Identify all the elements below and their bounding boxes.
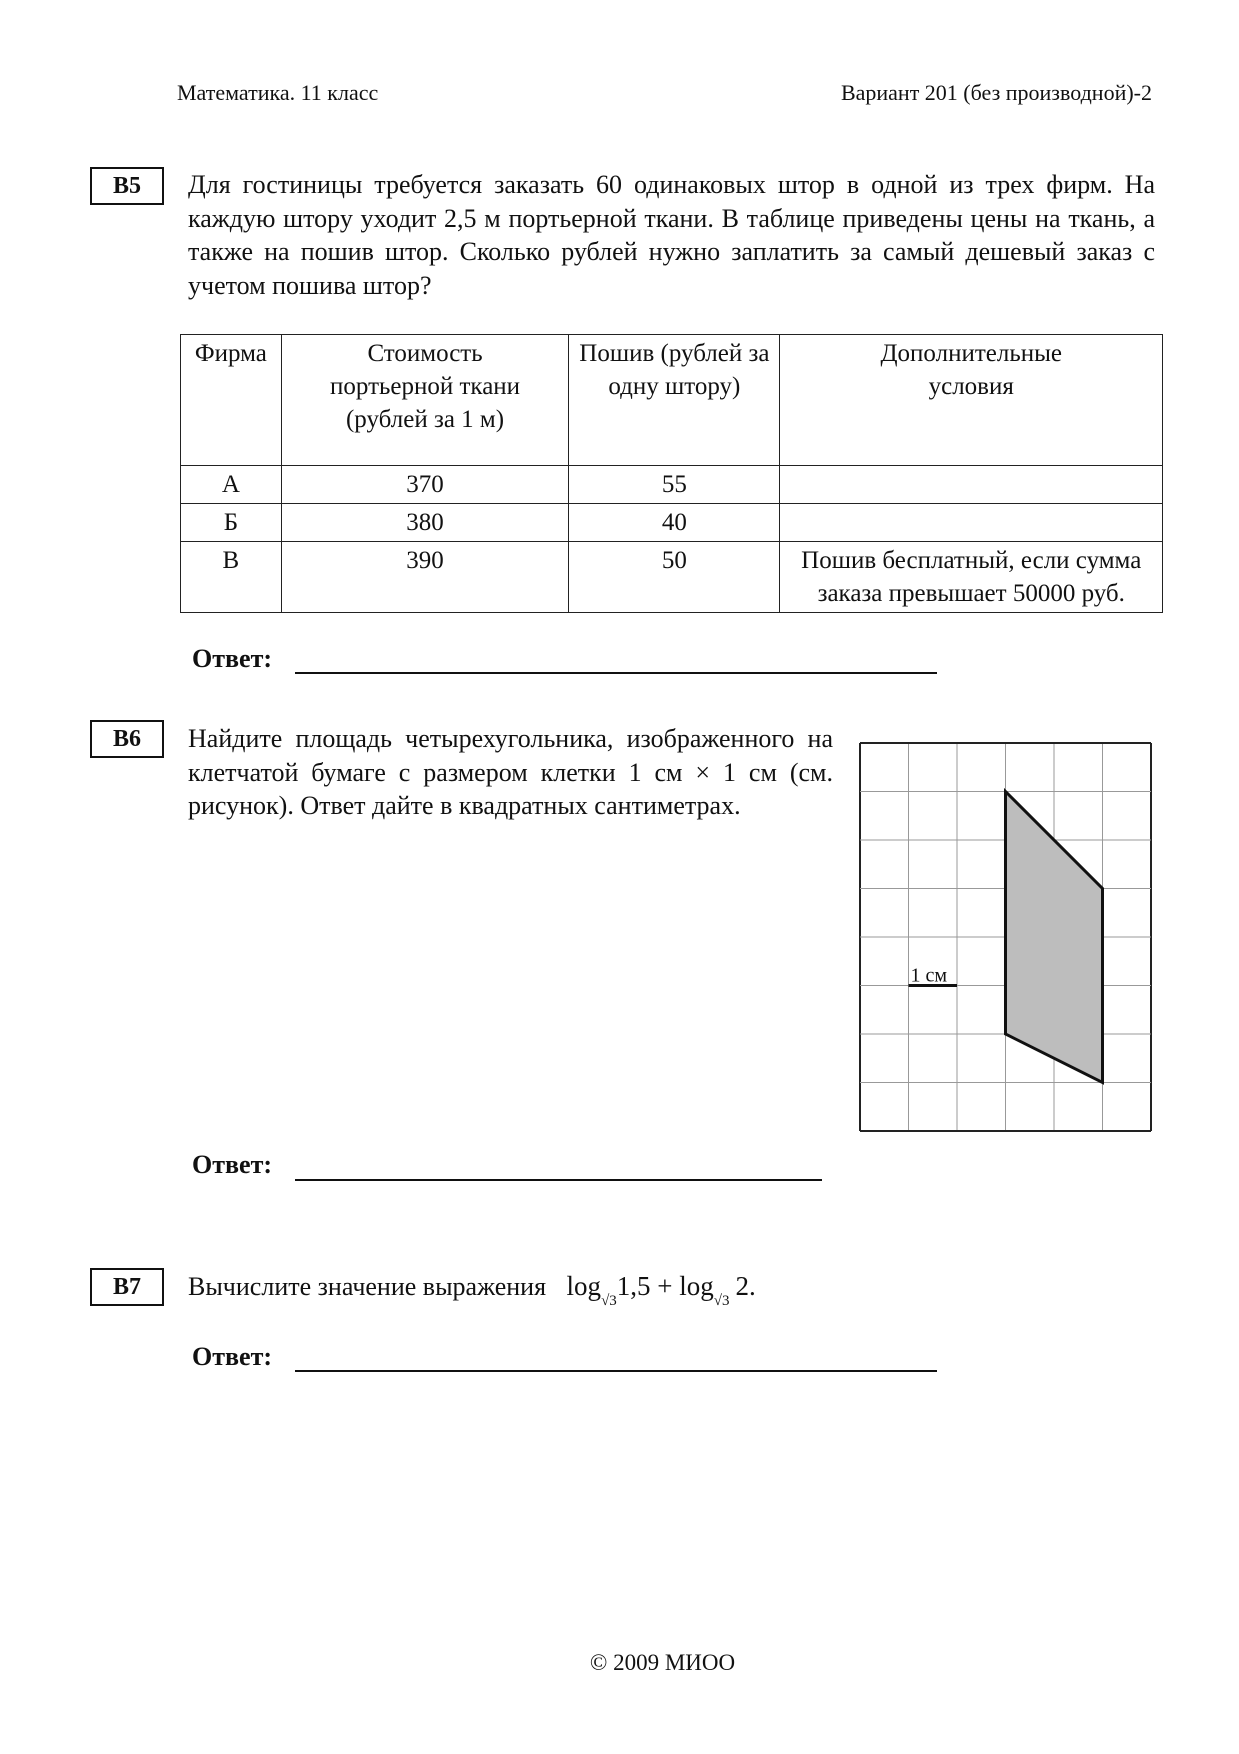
table-header-cell: Фирма (181, 335, 282, 466)
log-argument: 1,5 + (616, 1271, 680, 1301)
task-label-b7: B7 (90, 1268, 164, 1306)
answer-label-b7: Ответ: (192, 1342, 273, 1371)
task-label-b6: B6 (90, 720, 164, 758)
table-header-cell: Пошив (рублей за одну штору) (569, 335, 780, 466)
table-cell: 370 (281, 466, 569, 504)
task-b6-text: Найдите площадь четырехугольника, изображенного на клетчатой бумаге с размером клетки 1 см × 1 см (см. рисунок). Ответ дайте в квадратных сантиметрах. (188, 724, 833, 820)
table-cell: В (181, 542, 282, 613)
footer-copyright: © 2009 МИОО (589, 1650, 736, 1675)
log-word: log (566, 1271, 602, 1301)
table-cell: 40 (569, 504, 780, 542)
answer-label-b6: Ответ: (192, 1150, 273, 1179)
table-header-cell: Стоимость портьерной ткани (рублей за 1 м) (281, 335, 569, 466)
scale-label: 1 см (910, 964, 948, 987)
table-cell: 380 (281, 504, 569, 542)
table-row (181, 504, 1163, 542)
answer-field-b7[interactable] (295, 1370, 937, 1372)
answer-field-b5[interactable] (295, 672, 937, 674)
expression-end: . (749, 1271, 756, 1301)
table-cell: Пошив бесплатный, если сумма заказа превышает 50000 руб. (780, 542, 1163, 613)
task-b7-prefix: Вычислите значение выражения (188, 1272, 547, 1301)
header-subject: Математика. 11 класс (177, 80, 379, 105)
log-argument: 2 (735, 1271, 750, 1301)
header-variant: Вариант 201 (без производной)-2 (840, 80, 1152, 105)
log-expression (566, 1271, 756, 1309)
answer-field-b6[interactable] (295, 1179, 822, 1181)
table-cell (780, 504, 1163, 542)
table-header-row (181, 335, 1163, 466)
table-header-cell: Дополнительные условия (780, 335, 1163, 466)
log-base: √3 (601, 1293, 617, 1309)
grid-figure (858, 741, 1153, 1133)
grid-paper (858, 741, 1153, 1133)
log-base: √3 (713, 1293, 730, 1309)
table-cell: 50 (569, 542, 780, 613)
table-row (181, 542, 1163, 613)
table-row (181, 466, 1163, 504)
log-word: log (679, 1271, 714, 1301)
table-cell: А (181, 466, 282, 504)
table-cell: 390 (281, 542, 569, 613)
task-label-b5: B5 (90, 167, 164, 205)
task-b5-text: Для гостиницы требуется заказать 60 одинаковых штор в одной из трех фирм. На каждую штору уходит 2,5 м портьерной ткани. В таблице приведены цены на ткань, а также на пошив штор. Сколько рублей нужно заплатить за самый дешевый заказ с учетом пошива штор? (188, 170, 1155, 300)
price-table (180, 334, 1163, 613)
table-cell: 55 (569, 466, 780, 504)
task-b7-text (188, 1270, 756, 1319)
table-cell: Б (181, 504, 282, 542)
table-cell (780, 466, 1163, 504)
answer-label-b5: Ответ: (192, 644, 273, 673)
